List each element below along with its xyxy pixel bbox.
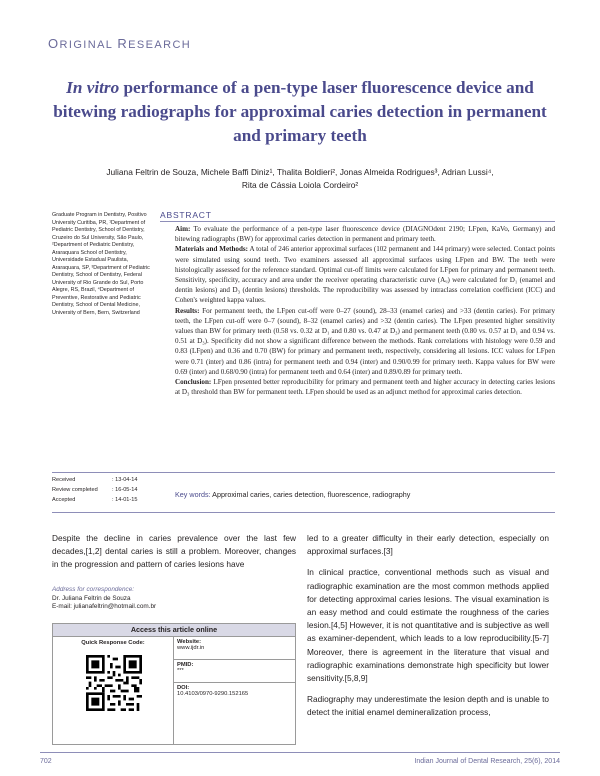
abstract-body <box>175 224 555 397</box>
affiliations: Graduate Program in Dentistry, Positivo University Curitiba, PR, ¹Department of Pediatric Dentistry, School of Dentistry, Cruzeiro do Sul University, São Paulo, ²Department of Pediatric Dentistry, Araraquara School of Dentistry, Universidade Estadual Paulista, Araraquara, SP, ³Department of Pediatric Dentistry, School of Dentistry, Federal University of Rio Grande do Sul, Porto Alegre, RS, Brazil, ⁴Department of Preventive, Restorative and Pediatric Dentistry, School of Dental Medicine, University of Bern, Bern, Switzerland <box>52 212 150 316</box>
date-accepted: Accepted : 14-01-15 <box>52 497 138 503</box>
website-link[interactable]: www.ijdr.in <box>177 645 205 651</box>
access-title: Access this article online <box>53 624 295 637</box>
body-right-column <box>307 532 549 728</box>
access-info <box>174 637 295 744</box>
title-italic: In vitro <box>66 78 120 97</box>
qr-code-icon[interactable] <box>86 655 142 711</box>
journal-citation: Indian Journal of Dental Research, 25(6), 2014 <box>414 758 560 765</box>
address-name: Dr. Juliana Feltrin de Souza <box>52 594 131 602</box>
body-right-paragraph-2: In clinical practice, conventional methods such as visual and radiographic examination are the most common methods applied for detecting approximal caries lesions. The visual examination is an easy method and could estimate the roughness of the caries lesion.[4,5] However, it is not quantitative and is subjective as well as examiner-dependent, which leads to a low reproducibility.[5-7] Moreover, there is agreement in the literature that visual and radiographic examinations demonstrate high specificity but lower sensitivity.[5,8,9] <box>307 567 549 684</box>
website-cell: Website: www.ijdr.in <box>174 637 295 660</box>
date-review-completed: Review completed : 16-05-14 <box>52 487 138 493</box>
qr-section <box>53 637 174 744</box>
abstract-top-rule <box>160 221 555 222</box>
article-title <box>40 76 560 148</box>
qr-label: Quick Response Code: <box>81 640 145 646</box>
address-heading: Address for correspondence: <box>52 586 135 593</box>
body-right-paragraph-3: Radiography may underestimate the lesion depth and is unable to detect the initial enamel demineralization process, <box>307 694 549 718</box>
abstract-conclusion: Conclusion: LFpen presented better reproducibility for primary and permanent teeth and higher accuracy in detecting caries lesions at D₃ threshold than BW for permanent teeth. LFpen should be used as an adjunct method for approximal caries detection. <box>175 378 555 397</box>
keywords-rule <box>52 512 555 513</box>
address-email: E-mail: julianafeltrin@hotmail.com.br <box>52 603 157 611</box>
dates-rule <box>52 472 555 473</box>
address-for-correspondence <box>52 586 292 612</box>
body-right-paragraph-1: led to a greater difficulty in their early detection, especially on approximal surfaces.[3] <box>307 533 549 557</box>
doi-cell: DOI: 10.4103/0970-9290.152165 <box>174 683 295 706</box>
section-label: ORIGINAL RESEARCH <box>48 36 192 51</box>
pmid-cell: PMID: *** <box>174 660 295 683</box>
authors-line-2: Rita de Cássia Loiola Cordeiro² <box>241 180 359 190</box>
authors-line-1: Juliana Feltrin de Souza, Michele Baffi Diniz¹, Thalita Boldieri², Jonas Almeida Rodrigues³, Adrian Lussi⁴, <box>106 167 494 177</box>
abstract-heading: ABSTRACT <box>160 210 212 220</box>
title-rest: performance of a pen-type laser fluorescence device and bitewing radiographs for approximal caries detection in permanent and primary teeth <box>53 78 547 145</box>
body-left-paragraph: Despite the decline in caries prevalence over the last few decades,[1,2] dental caries is still a problem. Moreover, changes in the progression and pattern of caries lesions have <box>52 533 296 570</box>
page-number: 702 <box>40 758 52 765</box>
abstract-aim: Aim: To evaluate the performance of a pen-type laser fluorescence device (DIAGNOdent 2190; LFpen, KaVo, Germany) and bitewing radiographs (BW) for approximal caries detection in permanent and primary teeth. <box>175 225 555 244</box>
date-received: Received : 13-04-14 <box>52 477 138 483</box>
access-online-box <box>52 623 296 745</box>
doi-link[interactable]: 10.4103/0970-9290.152165 <box>177 691 249 697</box>
body-left-column <box>52 532 296 580</box>
footer-rule <box>40 752 560 753</box>
abstract-results: Results: For permanent teeth, the LFpen cut-off were 0–27 (sound), 28–33 (enamel caries) and >33 (dentin caries). For primary teeth, the LFpen cut-off were 0–7 (sound), 8–32 (enamel caries) and >32 (dentin caries). The LFpen presented higher sensitivity values than BW for primary teeth (0.58 vs. 0.32 at D₁ and 0.80 vs. 0.47 at D₃) and permanent teeth (0.80 vs. 0.57 at D₁ and 0.94 vs. 0.51 at D₃). Specificity did not show a significant difference between the methods. Rank correlations with histology were 0.59 and 0.83 (LFpen) and 0.36 and 0.70 (BW) for primary and permanent teeth, respectively, considering all lesions. ICC values for LFpen were 0.71 (inter) and 0.86 (intra) for permanent teeth and 0.94 (inter) and 0.90/0.99 for primary teeth. Kappa values for BW were 0.69 (inter) and 0.68/0.90 (intra) for permanent teeth and 0.64 (inter) and 0.89/0.89 for primary teeth. <box>175 306 555 376</box>
article-dates <box>52 475 154 505</box>
authors <box>60 166 540 192</box>
keywords: Key words: Approximal caries, caries detection, fluorescence, radiography <box>175 490 411 499</box>
abstract-methods: Materials and Methods: A total of 246 anterior approximal surfaces (102 permanent and 144 primary) were selected. Contact points were simulated using sound teeth. Two examiners assessed all approximal surfaces using LFpen and BW. The teeth were histologically assessed for the reference standard. Optimal cut-off limits were calculated for LFpen for primary and permanent teeth. Sensitivity, specificity, accuracy and area under the receiver operating characteristic curve (Aᵤ) were calculated for D₁ (enamel and dentin lesions) and D₃ (dentin lesions) thresholds. The reproducibility was assessed by intraclass correlation coefficient (ICC) and Cohen's weighted kappa values. <box>175 245 556 305</box>
